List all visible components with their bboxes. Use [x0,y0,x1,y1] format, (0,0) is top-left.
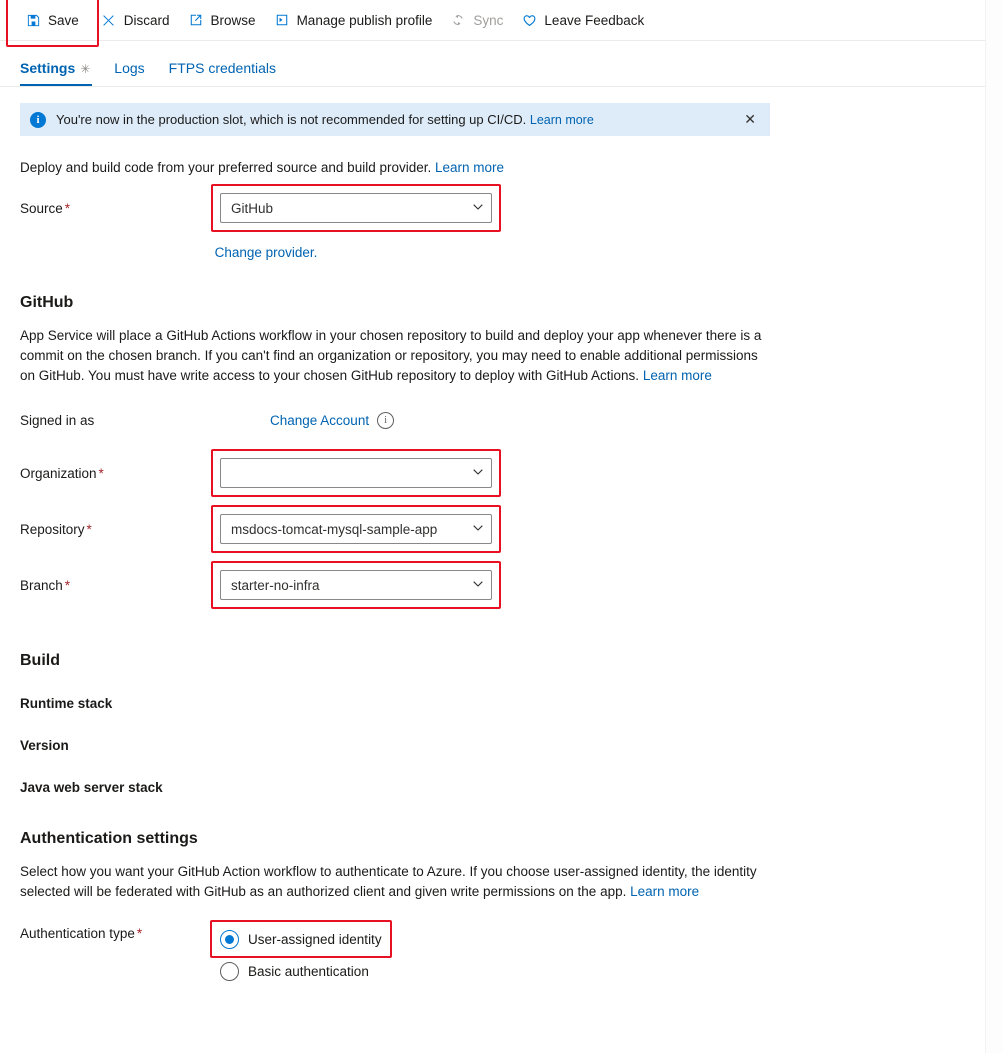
user-assigned-identity-wrapper [220,926,382,952]
authentication-type-label [20,922,220,941]
repository-select-wrapper [220,514,492,544]
production-slot-notice-text [56,112,740,127]
branch-select[interactable]: starter-no-infra [220,570,492,600]
authentication-type-row [20,922,983,984]
tab-settings-label: Settings [20,60,76,76]
info-icon[interactable]: i [377,412,394,429]
change-provider-row [20,245,512,260]
close-icon [101,12,117,28]
authentication-learn-more-link[interactable]: Learn more [630,884,700,899]
open-in-new-icon [188,12,204,28]
info-icon: i [30,112,46,128]
repository-required-marker: * [86,521,92,537]
publish-profile-icon [274,12,290,28]
sync-button-label: Sync [473,12,504,28]
branch-row [20,570,983,600]
tab-settings[interactable] [18,61,102,86]
change-account-link[interactable]: Change Account [270,413,370,428]
manage-publish-profile-label: Manage publish profile [296,12,433,28]
change-provider-link[interactable]: Change provider. [214,245,318,260]
source-label-text: Source [20,200,63,216]
source-label [20,201,220,216]
change-account-group [270,412,394,429]
command-bar [0,0,1003,41]
notice-message: You're now in the production slot, which is not recommended for setting up CI/CD. [56,112,527,127]
tab-logs[interactable] [102,61,156,86]
runtime-stack-label: Runtime stack [20,696,113,711]
discard-button[interactable] [92,5,179,35]
source-row [20,193,983,223]
branch-label-text: Branch [20,577,63,593]
organization-label [20,466,220,481]
notice-learn-more-link[interactable]: Learn more [529,113,594,127]
discard-button-label: Discard [123,12,170,28]
branch-required-marker: * [64,577,71,593]
build-section-heading: Build [20,652,60,669]
authentication-type-radio-group [220,926,382,984]
radio-basic-authentication[interactable] [220,958,382,984]
tab-ftps-credentials[interactable] [157,61,288,86]
deploy-description [20,160,983,175]
radio-user-assigned-identity-label: User-assigned identity [248,931,382,947]
tab-ftps-credentials-label: FTPS credentials [168,60,277,76]
radio-basic-authentication-button[interactable] [220,962,239,981]
leave-feedback-label: Leave Feedback [544,12,645,28]
sync-icon [450,12,466,28]
radio-user-assigned-identity-button[interactable] [220,930,239,949]
branch-label [20,578,220,593]
repository-label [20,522,220,537]
authentication-description [20,862,760,902]
tab-bar [0,41,1003,87]
repository-label-text: Repository [20,521,85,537]
github-description-text: App Service will place a GitHub Actions workflow in your chosen repository to build and deploy your app whenever there is a commit on the chosen branch. If you can't find an organization or repository, you may need to enable additional permissions on GitHub. You must have write access to your chosen GitHub repository to deploy with GitHub Actions. [20,328,762,383]
authentication-description-text: Select how you want your GitHub Action workflow to authenticate to Azure. If you choose user-assigned identity, the identity selected will be federated with GitHub as an authorized client and given write permissions on the app. [20,864,757,899]
authentication-settings-heading: Authentication settings [20,830,198,847]
close-icon[interactable]: ✕ [744,111,756,127]
save-button-wrapper [16,5,88,35]
tab-logs-label: Logs [114,60,145,76]
deploy-learn-more-link[interactable]: Learn more [435,160,505,175]
organization-select[interactable] [220,458,492,488]
signed-in-label: Signed in as [20,413,95,428]
organization-label-text: Organization [20,465,97,481]
organization-required-marker: * [98,465,104,481]
repository-row [20,514,983,544]
signed-in-row [20,412,983,429]
radio-user-assigned-identity[interactable] [220,926,382,952]
authentication-type-label-text: Authentication type [20,926,135,941]
organization-row [20,458,983,488]
branch-select-wrapper [220,570,492,600]
github-description [20,326,772,386]
source-select[interactable]: GitHub [220,193,492,223]
radio-basic-authentication-label: Basic authentication [248,963,369,979]
source-required-marker: * [64,200,71,216]
scrollbar[interactable] [985,0,1003,1053]
heart-icon [521,12,537,28]
sync-button [441,5,512,35]
github-section-heading: GitHub [20,294,74,311]
leave-feedback-button[interactable] [512,5,653,35]
java-web-server-stack-label: Java web server stack [20,780,163,795]
authentication-type-required-marker: * [136,926,143,941]
settings-pane [0,87,1003,984]
deploy-description-text: Deploy and build code from your preferred source and build provider. [20,160,432,175]
save-icon [25,12,41,28]
repository-select[interactable]: msdocs-tomcat-mysql-sample-app [220,514,492,544]
production-slot-notice [20,103,770,136]
save-button[interactable] [16,5,88,35]
browse-button-label: Browse [210,12,256,28]
tab-settings-dirty-indicator: ✳ [80,62,91,76]
save-button-label: Save [48,12,79,28]
organization-select-wrapper [220,458,492,488]
manage-publish-profile-button[interactable] [265,5,442,35]
github-learn-more-link[interactable]: Learn more [642,368,712,383]
browse-button[interactable] [179,5,265,35]
version-label: Version [20,738,69,753]
source-select-wrapper [220,193,492,223]
